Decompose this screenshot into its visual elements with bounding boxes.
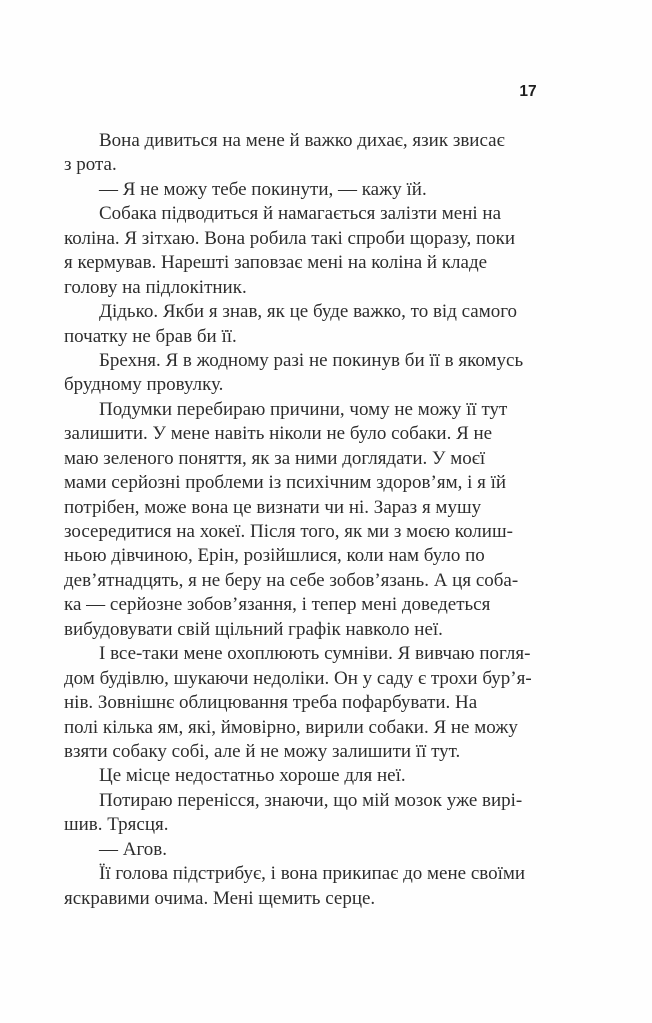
text-line: Вона дивиться на мене й важко дихає, язик звисає	[99, 130, 505, 151]
paragraph	[64, 178, 595, 202]
paragraph	[64, 129, 595, 178]
text-line: дев’ятнадцять, я не беру на себе зобов’язань. А ця соба-	[64, 569, 519, 591]
paragraph	[64, 300, 595, 349]
text-line: Собака підводиться й намагається залізти мені на	[99, 203, 501, 225]
text-line: вибудовувати свій щільний графік навколо неї.	[64, 618, 443, 640]
page-number: 17	[519, 83, 537, 100]
text-line: ньою дівчиною, Ерін, розійшлися, коли нам було по	[64, 545, 485, 567]
text-line: Брехня. Я в жодному разі не покинув би її в якомусь	[99, 349, 524, 371]
text-line: з рота.	[64, 154, 117, 176]
text-line: коліна. Я зітхаю. Вона робила такі спроби щоразу, поки	[64, 227, 516, 249]
text-line: потрібен, може вона це визнати чи ні. Зараз я мушу	[64, 496, 482, 518]
paragraph	[64, 838, 595, 862]
text-line: залишити. У мене навіть ніколи не було собаки. Я не	[64, 423, 493, 445]
paragraph	[64, 398, 595, 642]
text-line: Її голова підстрибує, і вона прикипає до мене своїми	[99, 863, 526, 885]
text-line: маю зеленого поняття, як за ними доглядати. У моєї	[64, 447, 486, 469]
paragraph	[64, 764, 595, 788]
paragraph	[64, 862, 595, 911]
paragraph	[64, 642, 595, 764]
text-line: дом будівлю, шукаючи недоліки. Он у саду є трохи бур’я-	[64, 667, 532, 689]
text-line: — Я не можу тебе покинути, — кажу їй.	[99, 178, 427, 200]
text-line: Потираю перенісся, знаючи, що мій мозок уже вирі-	[99, 789, 523, 811]
text-line: взяти собаку собі, але й не можу залишити її тут.	[64, 740, 461, 762]
text-line: Це місце недостатньо хороше для неї.	[99, 765, 406, 787]
text-line: шив. Трясця.	[64, 814, 169, 836]
text-line: — Агов.	[99, 838, 168, 860]
paragraph	[64, 789, 595, 838]
text-line: Дідько. Якби я знав, як це буде важко, то від самого	[99, 301, 518, 323]
text-line: ка — серйозне зобов’язання, і тепер мені доведеться	[64, 594, 491, 616]
text-line: яскравими очима. Мені щемить серце.	[64, 887, 376, 909]
text-line: Подумки перебираю причини, чому не можу її тут	[99, 398, 508, 420]
paragraph	[64, 349, 595, 398]
text-line: нів. Зовнішнє облицювання треба пофарбувати. На	[64, 692, 478, 714]
text-line: мами серйозні проблеми із психічним здоров’ям, і я їй	[64, 472, 507, 494]
text-line: брудному провулку.	[64, 374, 224, 396]
text-line: зосередитися на хокеї. Після того, як ми з моєю колиш-	[64, 521, 513, 542]
text-line: голову на підлокітник.	[64, 276, 247, 298]
text-line: полі кілька ям, які, ймовірно, вирили собаки. Я не можу	[64, 716, 518, 738]
paragraph	[64, 202, 595, 300]
text-line: я кермував. Нарешті заповзає мені на коліна й кладе	[64, 252, 488, 274]
text-line: початку не брав би її.	[64, 325, 237, 347]
text-line: І все-таки мене охоплюють сумніви. Я вивчаю погля-	[99, 643, 531, 665]
page-text-block	[64, 129, 595, 911]
